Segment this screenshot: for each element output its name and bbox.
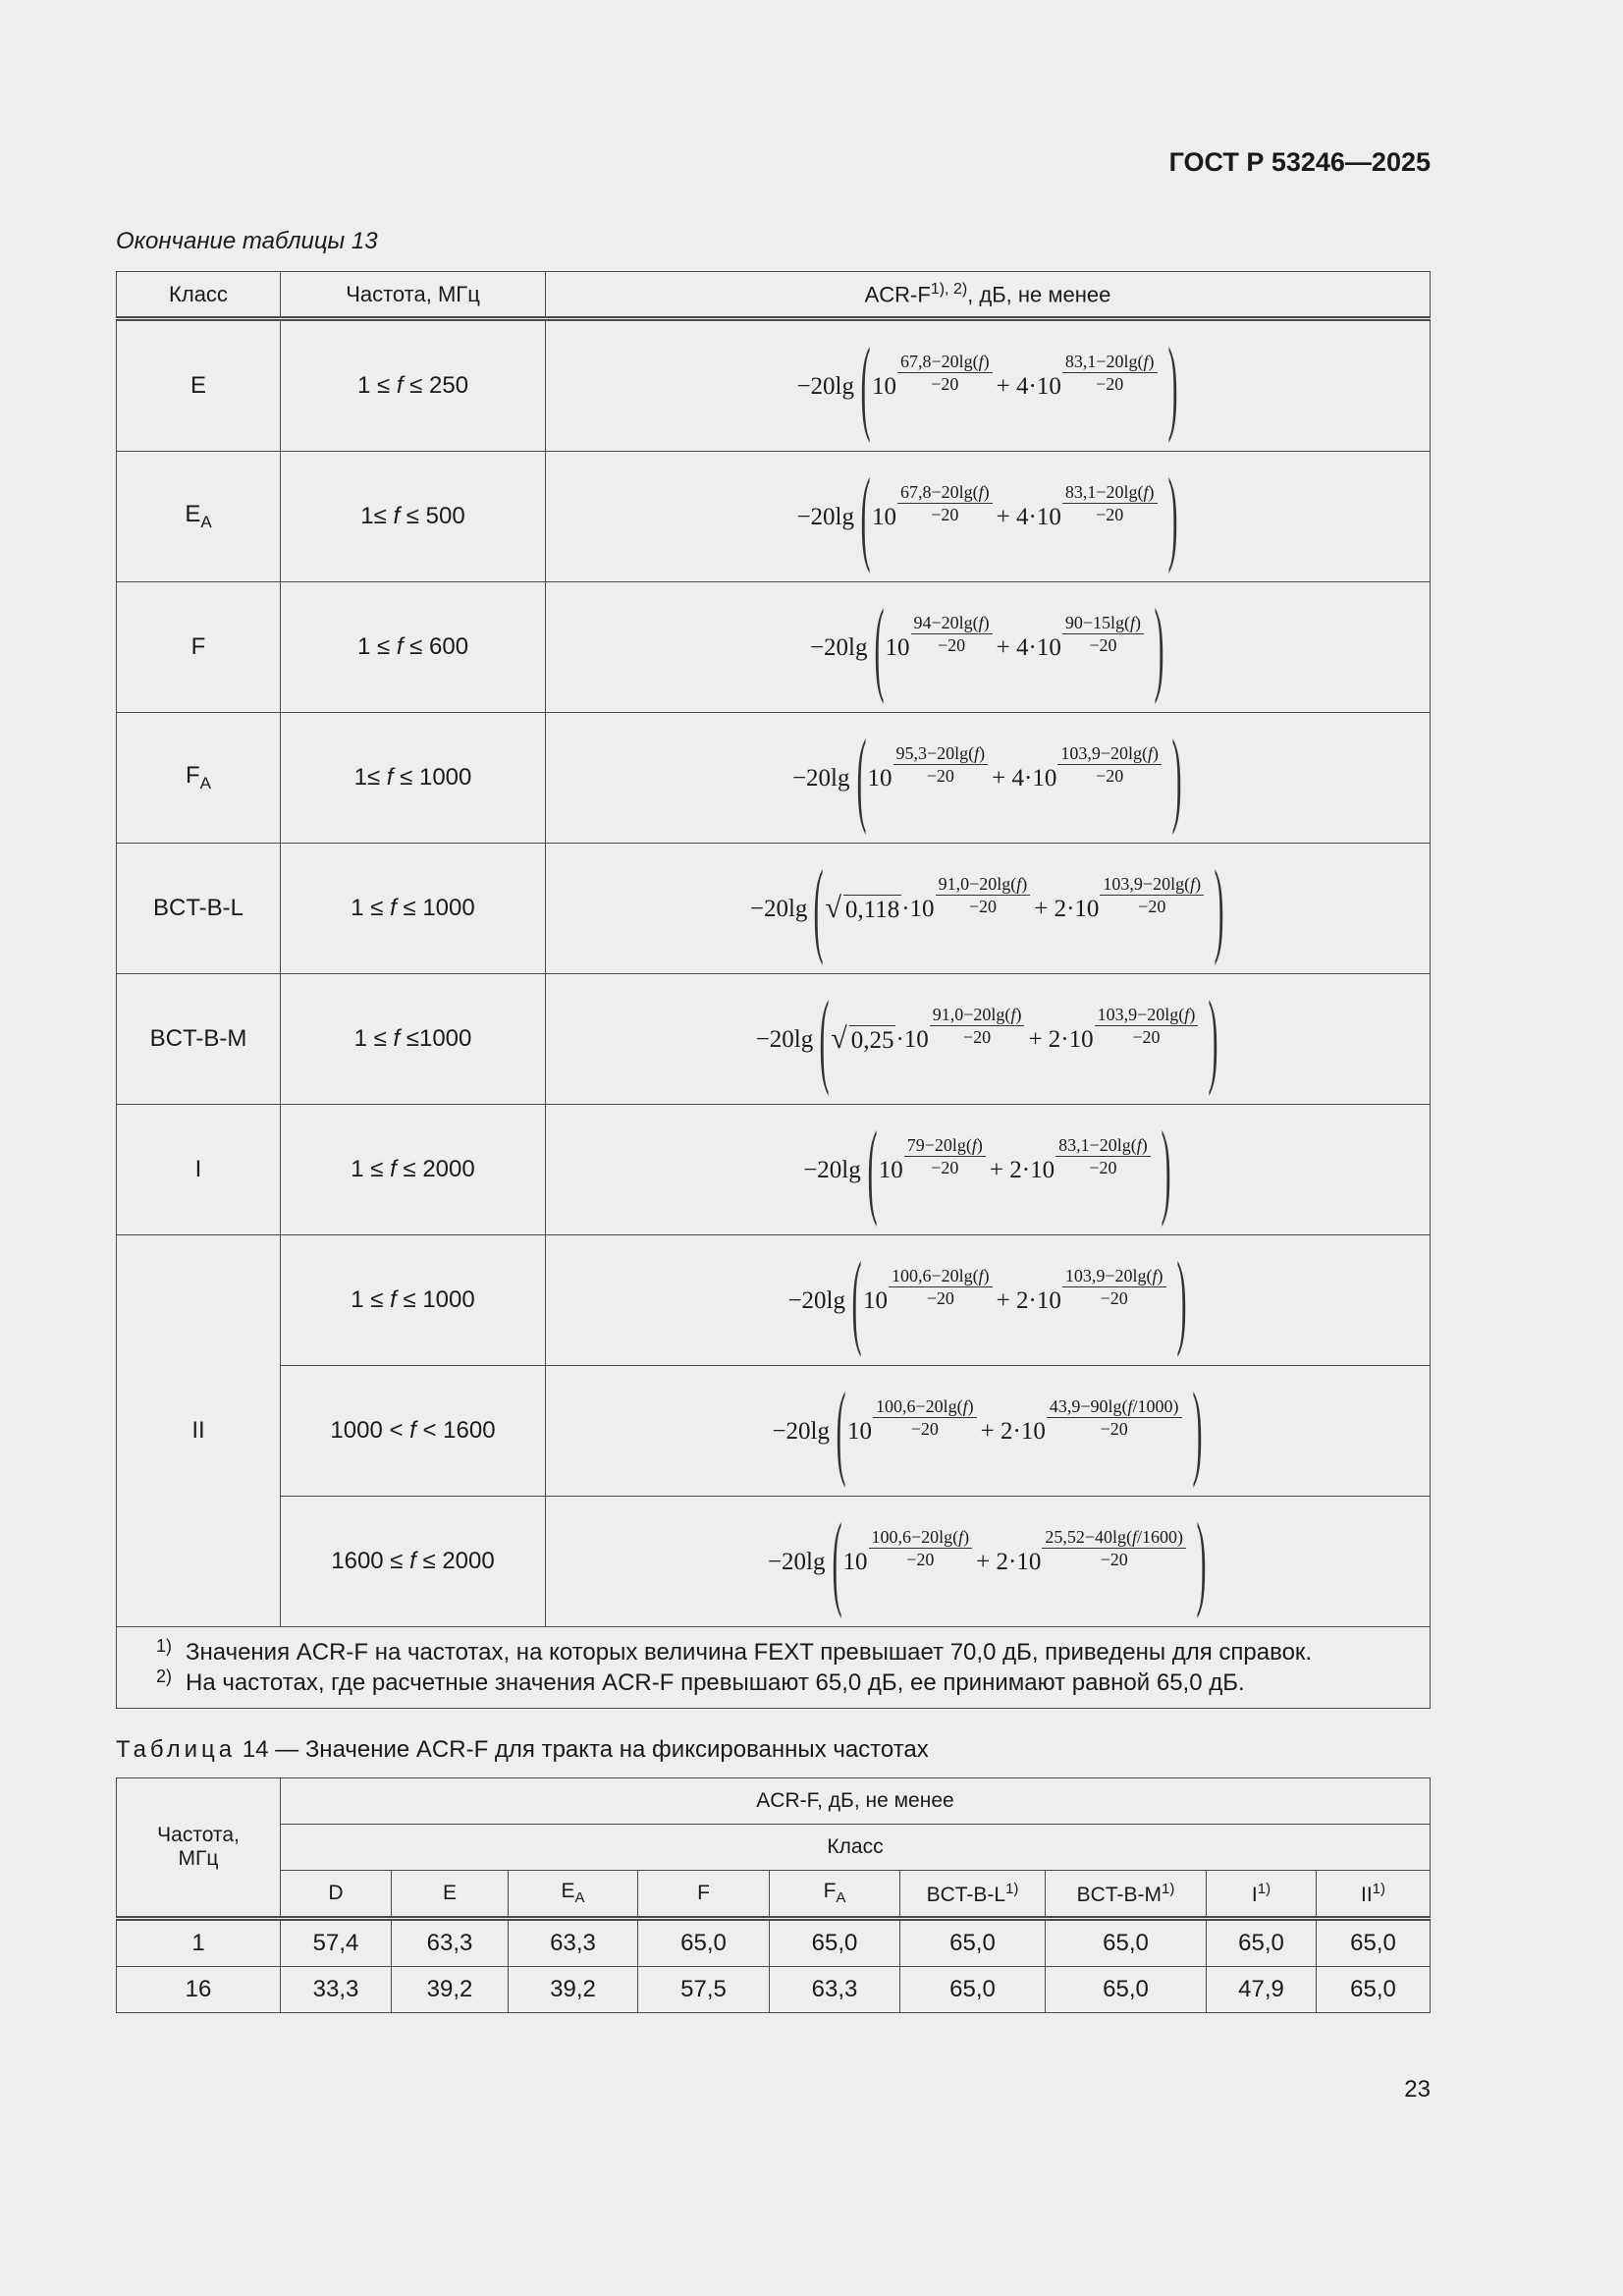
frequency-cell: 1 ≤ f ≤ 2000 (281, 1105, 546, 1235)
value-cell: 65,0 (900, 1919, 1046, 1967)
formula: −20lg ( 10 100,6−20lg(f) −20 + 2·10 103,9−20lg(f) −20 ) (787, 1241, 1187, 1358)
table-row (117, 1366, 1431, 1497)
table-header-row (117, 1825, 1431, 1871)
table-row (117, 582, 1431, 713)
value-cell: 65,0 (1317, 1967, 1431, 2013)
table-row (117, 319, 1431, 452)
table-row (117, 1919, 1431, 1967)
col-header-class: Класс (117, 272, 281, 319)
formula-cell (546, 1366, 1431, 1497)
table-14-caption: Таблица 14 — Значение ACR-F для тракта на фиксированных частотах (116, 1736, 929, 1763)
class-header: E (392, 1871, 509, 1919)
page-number: 23 (1404, 2076, 1431, 2103)
frequency-cell: 1 ≤ f ≤ 250 (281, 319, 546, 452)
formula-cell (546, 1105, 1431, 1235)
formula: −20lg ( 10 67,8−20lg(f) −20 + 4·10 83,1−20lg(f) −20 ) (796, 327, 1178, 444)
footnotes-cell (117, 1627, 1431, 1709)
value-cell: 65,0 (1046, 1967, 1207, 2013)
value-cell: 63,3 (509, 1919, 638, 1967)
col-header-frequency: Частота, МГц (117, 1778, 281, 1919)
frequency-cell: 1000 < f < 1600 (281, 1366, 546, 1497)
frequency-cell: 1 (117, 1919, 281, 1967)
table-row (117, 1105, 1431, 1235)
class-cell: E (117, 319, 281, 452)
value-cell: 63,3 (392, 1919, 509, 1967)
formula-cell (546, 319, 1431, 452)
class-header: $E_A$ (509, 1871, 638, 1919)
table-row (117, 1967, 1431, 2013)
formula-cell (546, 974, 1431, 1105)
value-cell: 65,0 (900, 1967, 1046, 2013)
table-14 (116, 1777, 1431, 2013)
col-header-acr-f: ACR-$F^{1), 2)}$, дБ, не менее (546, 272, 1431, 319)
class-header: $F_A$ (770, 1871, 900, 1919)
formula: −20lg ( √ 0,118 ·10 91,0−20lg(f) −20 + 2·10 103,9−20lg(f) −20 ) (749, 849, 1224, 966)
class-cell: $E_A$ (117, 452, 281, 582)
class-header: D (281, 1871, 392, 1919)
value-cell: 65,0 (1046, 1919, 1207, 1967)
value-cell: 65,0 (638, 1919, 770, 1967)
formula: −20lg ( 10 79−20lg(f) −20 + 2·10 83,1−20lg(f) −20 ) (803, 1111, 1171, 1228)
frequency-cell: 1 ≤ f ≤1000 (281, 974, 546, 1105)
frequency-cell: 16 (117, 1967, 281, 2013)
value-cell: 39,2 (392, 1967, 509, 2013)
value-cell: 33,3 (281, 1967, 392, 2013)
class-header: II$^{1)}$ (1317, 1871, 1431, 1919)
formula-cell (546, 713, 1431, 844)
table-row (117, 1235, 1431, 1366)
formula: −20lg ( 10 94−20lg(f) −20 + 4·10 90−15lg(f) −20 ) (809, 588, 1164, 705)
value-cell: 39,2 (509, 1967, 638, 2013)
table-row (117, 1497, 1431, 1627)
class-cell: BCT-B-M (117, 974, 281, 1105)
footnotes-row (117, 1627, 1431, 1709)
frequency-cell: 1 ≤ f ≤ 600 (281, 582, 546, 713)
formula-cell (546, 452, 1431, 582)
value-cell: 63,3 (770, 1967, 900, 2013)
col-header-class: Класс (281, 1825, 1431, 1871)
class-header: F (638, 1871, 770, 1919)
class-cell: F (117, 582, 281, 713)
class-header: $I^{1)}$ (1207, 1871, 1317, 1919)
table-header-row (117, 272, 1431, 319)
value-cell: 57,5 (638, 1967, 770, 2013)
value-cell: 47,9 (1207, 1967, 1317, 2013)
table-row (117, 713, 1431, 844)
class-cell: $F_A$ (117, 713, 281, 844)
value-cell: 65,0 (1317, 1919, 1431, 1967)
table-row (117, 844, 1431, 974)
formula: −20lg ( 10 100,6−20lg(f) −20 + 2·10 43,9−90lg(f/1000) −20 ) (772, 1372, 1203, 1489)
class-cell: BCT-B-L (117, 844, 281, 974)
frequency-cell: 1≤ f ≤ 1000 (281, 713, 546, 844)
frequency-cell: 1≤ f ≤ 500 (281, 452, 546, 582)
table-row (117, 974, 1431, 1105)
frequency-cell: 1 ≤ f ≤ 1000 (281, 1235, 546, 1366)
footnote-2: 2) На частотах, где расчетные значения ACR-F превышают 65,0 дБ, ее принимают равной 65,0 дБ. (156, 1667, 1245, 1696)
class-header: BCT-$B-L^{1)}$ (900, 1871, 1046, 1919)
class-header: BCT-$B-M^{1)}$ (1046, 1871, 1207, 1919)
formula-cell (546, 582, 1431, 713)
value-cell: 57,4 (281, 1919, 392, 1967)
frequency-cell: 1 ≤ f ≤ 1000 (281, 844, 546, 974)
class-cell: II (117, 1235, 281, 1627)
table-header-row (117, 1871, 1431, 1919)
value-cell: 65,0 (1207, 1919, 1317, 1967)
frequency-cell: 1600 ≤ f ≤ 2000 (281, 1497, 546, 1627)
class-cell: I (117, 1105, 281, 1235)
formula-cell (546, 844, 1431, 974)
formula-cell (546, 1497, 1431, 1627)
document-id: ГОСТ Р 53246—2025 (1168, 147, 1431, 177)
table-header-row (117, 1778, 1431, 1825)
table-13 (116, 271, 1431, 1709)
value-cell: 65,0 (770, 1919, 900, 1967)
col-header-acr-f: ACR-F, дБ, не менее (281, 1778, 1431, 1825)
formula: −20lg ( √ 0,25 ·10 91,0−20lg(f) −20 + 2·10 103,9−20lg(f) −20 ) (755, 980, 1218, 1097)
footnote-1: 1) Значения ACR-F на частотах, на которых величина FEXT превышает 70,0 дБ, приведены для справок. (156, 1636, 1313, 1666)
table-row (117, 452, 1431, 582)
formula: −20lg ( 10 67,8−20lg(f) −20 + 4·10 83,1−20lg(f) −20 ) (796, 458, 1178, 574)
formula: −20lg ( 10 100,6−20lg(f) −20 + 2·10 25,52−40lg(f/1600) −20 ) (767, 1503, 1207, 1619)
table-continuation-caption: Окончание таблицы 13 (116, 228, 378, 254)
formula-cell (546, 1235, 1431, 1366)
col-header-frequency: Частота, МГц (281, 272, 546, 319)
formula: −20lg ( 10 95,3−20lg(f) −20 + 4·10 103,9−20lg(f) −20 ) (791, 719, 1182, 836)
